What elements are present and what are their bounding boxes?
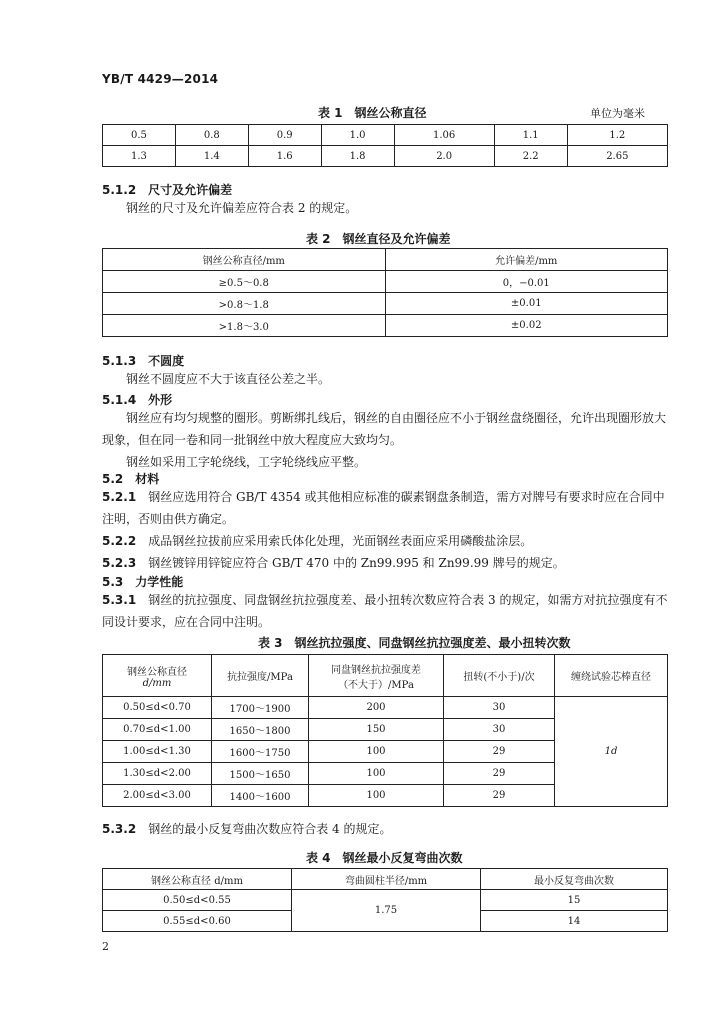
table-header-cell: 钢丝公称直径/mm (103, 249, 386, 271)
table-cell: 0.50≤d<0.55 (103, 890, 292, 911)
table-header-cell (103, 655, 212, 697)
table-cell: 1400～1600 (212, 785, 309, 807)
paragraph-text: 钢丝镀锌用锌锭应符合 GB/T 470 中的 Zn99.995 和 Zn99.99 牌号的规定。 (148, 556, 565, 570)
paragraph: 钢丝的尺寸及允许偏差应符合表 2 的规定。 (126, 201, 358, 215)
table-header-cell: 最小反复弯曲次数 (481, 869, 668, 890)
table-cell: ±0.01 (385, 293, 668, 315)
clause-number: 5.2.2 (102, 534, 137, 548)
paragraph: 钢丝不圆度应不大于该直径公差之半。 (126, 372, 331, 386)
paragraph-5-3-1 (102, 589, 668, 633)
table-header-cell (309, 655, 444, 697)
table-header-cell: 弯曲圆柱半径/mm (292, 869, 481, 890)
clause-number: 5.2.1 (102, 490, 137, 504)
table-cell: 30 (444, 719, 555, 741)
header-line: 钢丝公称直径 (127, 666, 187, 678)
bend-radius-cell: 1.75 (292, 890, 481, 932)
table-header-cell: 扭转(不小于)/次 (444, 655, 555, 697)
table-cell: 0.55≤d<0.60 (103, 911, 292, 932)
table-cell: ≥0.5～0.8 (103, 271, 386, 293)
table-cell: 1.30≤d<2.00 (103, 763, 212, 785)
table-cell: 1.8 (321, 146, 394, 167)
table-row (103, 655, 668, 697)
section-heading-5-1-4: 5.1.4 外形 (102, 393, 173, 407)
table-header-cell: 抗拉强度/MPa (212, 655, 309, 697)
clause-number: 5.3.1 (102, 593, 137, 607)
table-row (103, 890, 668, 911)
table-row (103, 146, 668, 167)
table-cell: 0.5 (103, 125, 176, 146)
table-cell: 200 (309, 697, 444, 719)
paragraph-text: 钢丝的抗拉强度、同盘钢丝抗拉强度差、最小扭转次数应符合表 3 的规定，如需方对抗拉强度有不同设计要求，应在合同中注明。 (102, 593, 668, 629)
paragraph-text: 钢丝应选用符合 GB/T 4354 或其他相应标准的碳素钢盘条制造，需方对牌号有要求时应在合同中注明，否则由供方确定。 (102, 490, 665, 526)
table-cell: 100 (309, 741, 444, 763)
table-cell: 0.50≤d<0.70 (103, 697, 212, 719)
document-id: YB/T 4429—2014 (102, 72, 219, 86)
table-cell: 150 (309, 719, 444, 741)
table-cell: 1600～1750 (212, 741, 309, 763)
paragraph-text: 钢丝的最小反复弯曲次数应符合表 4 的规定。 (148, 822, 392, 836)
section-heading-5-1-2: 5.1.2 尺寸及允许偏差 (102, 183, 233, 197)
table-cell: 1.06 (394, 125, 494, 146)
table-cell: >1.8～3.0 (103, 315, 386, 337)
table-cell: 100 (309, 763, 444, 785)
table-header-cell: 允许偏差/mm (385, 249, 668, 271)
table-row (103, 125, 668, 146)
table-cell: 1700～1900 (212, 697, 309, 719)
section-heading-5-1-3: 5.1.3 不圆度 (102, 354, 185, 368)
table-cell: >0.8～1.8 (103, 293, 386, 315)
table-cell: 1650～1800 (212, 719, 309, 741)
table-cell: 1.00≤d<1.30 (103, 741, 212, 763)
table1 (102, 124, 668, 167)
paragraph-5-3-2 (102, 818, 668, 840)
section-heading-5-3: 5.3 力学性能 (102, 575, 184, 589)
paragraph-5-2-3 (102, 552, 668, 574)
table-row (103, 249, 668, 271)
table-cell: 29 (444, 763, 555, 785)
table-cell: 0.9 (248, 125, 321, 146)
table-cell: 15 (481, 890, 668, 911)
table-header-cell: 钢丝公称直径 d/mm (103, 869, 292, 890)
header-line: （不大于）/MPa (338, 679, 414, 691)
table2-caption: 表 2 钢丝直径及允许偏差 (306, 232, 451, 246)
table4 (102, 868, 668, 932)
mandrel-diameter-cell: 1d (555, 697, 668, 807)
table-header-cell: 缠绕试验芯棒直径 (555, 655, 668, 697)
header-line: d/mm (142, 677, 172, 689)
table-row (103, 271, 668, 293)
table3 (102, 654, 668, 807)
table-row (103, 293, 668, 315)
table-cell: 1.0 (321, 125, 394, 146)
table-cell: ±0.02 (385, 315, 668, 337)
section-heading-5-2: 5.2 材料 (102, 472, 160, 486)
table-cell: 1.6 (248, 146, 321, 167)
clause-number: 5.3.2 (102, 822, 137, 836)
table1-caption: 表 1 钢丝公称直径 (318, 106, 427, 120)
table-cell: 0.8 (175, 125, 248, 146)
table4-caption: 表 4 钢丝最小反复弯曲次数 (306, 851, 463, 865)
table-cell: 0，−0.01 (385, 271, 668, 293)
paragraph-5-2-2 (102, 530, 668, 552)
table-cell: 30 (444, 697, 555, 719)
table-cell: 2.00≤d<3.00 (103, 785, 212, 807)
table-cell: 100 (309, 785, 444, 807)
table-cell: 29 (444, 785, 555, 807)
table-cell: 14 (481, 911, 668, 932)
table-cell: 2.65 (567, 146, 667, 167)
paragraph: 钢丝如采用工字轮绕线，工字轮绕线应平整。 (126, 455, 367, 469)
table-cell: 1.3 (103, 146, 176, 167)
table1-unit: 单位为毫米 (590, 107, 645, 120)
table-cell: 2.2 (494, 146, 567, 167)
paragraph-5-2-1 (102, 486, 668, 530)
table2 (102, 248, 668, 337)
table-cell: 0.70≤d<1.00 (103, 719, 212, 741)
table-cell: 2.0 (394, 146, 494, 167)
table-cell: 1500～1650 (212, 763, 309, 785)
table-row (103, 869, 668, 890)
table-cell: 1.4 (175, 146, 248, 167)
paragraph: 钢丝应有均匀规整的圈形。剪断绑扎线后，钢丝的自由圈径应不小于钢丝盘绕圈径，允许出现圈形放大现象，但在同一卷和同一批钢丝中放大程度应大致均匀。 (102, 411, 667, 447)
table-cell: 1.1 (494, 125, 567, 146)
header-line: 同盘钢丝抗拉强度差 (331, 664, 421, 676)
clause-number: 5.2.3 (102, 556, 137, 570)
page-number: 2 (102, 940, 109, 953)
table-cell: 1.2 (567, 125, 667, 146)
table3-caption: 表 3 钢丝抗拉强度、同盘钢丝抗拉强度差、最小扭转次数 (258, 636, 571, 650)
paragraph-text: 成品钢丝拉拔前应采用索氏体化处理，光面钢丝表面应采用磷酸盐涂层。 (148, 534, 533, 548)
table-cell: 29 (444, 741, 555, 763)
table-row (103, 697, 668, 719)
table-row (103, 315, 668, 337)
